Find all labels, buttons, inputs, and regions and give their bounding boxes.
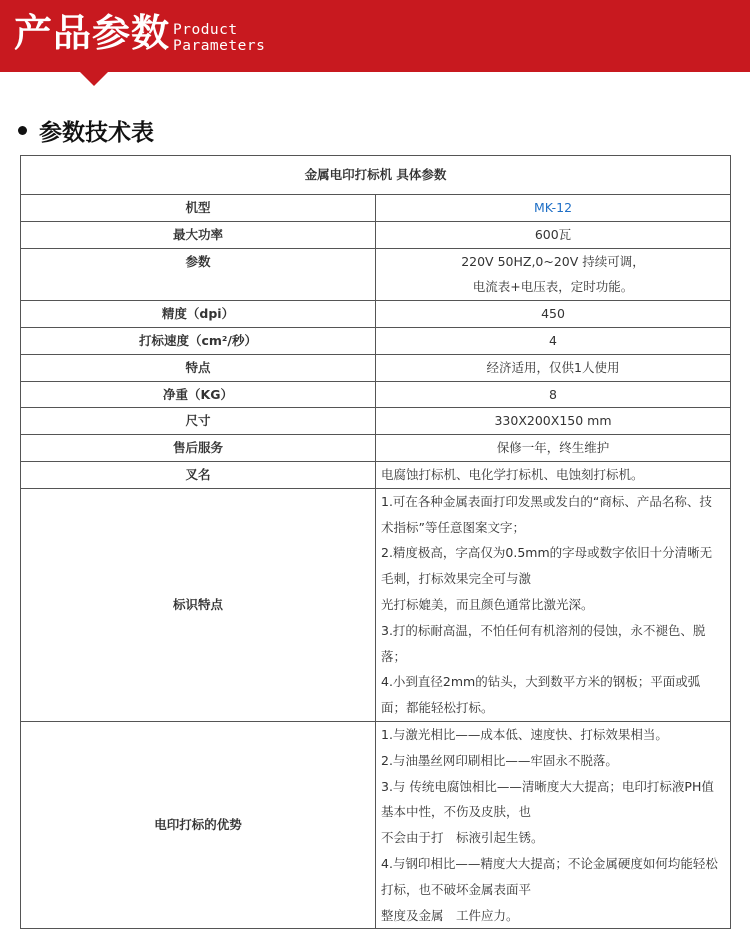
table-row: [21, 488, 731, 721]
row-value-service: 保修一年，终生维护: [376, 435, 731, 462]
row-value-size: 330X200X150 mm: [376, 408, 731, 435]
row-label-speed: 打标速度（cm²/秒）: [21, 327, 376, 354]
banner-en-line1: Product: [173, 22, 238, 38]
row-label-service: 售后服务: [21, 435, 376, 462]
row-value-alias: 电腐蚀打标机、电化学打标机、电蚀刻打标机。: [376, 461, 731, 488]
table-row: [21, 327, 731, 354]
feature-line: 4.小到直径2mm的钻头，大到数平方米的钢板；平面或弧面；都能轻松打标。: [381, 674, 701, 716]
table-row: [21, 461, 731, 488]
banner-english-subtitle: [173, 22, 265, 54]
table-row: [21, 381, 731, 408]
row-label-features: 特点: [21, 354, 376, 381]
table-row: [21, 435, 731, 462]
row-value-marking-features: [376, 488, 731, 721]
table-row: [21, 301, 731, 328]
advantage-line: 4.与钢印相比——精度大大提高；不论金属硬度如何均能轻松打标，也不破坏金属表面平: [381, 855, 718, 897]
row-label-model: 机型: [21, 195, 376, 222]
row-label-power: 最大功率: [21, 221, 376, 248]
row-label-advantages: 电印打标的优势: [21, 721, 376, 928]
table-row: [21, 408, 731, 435]
row-label-weight: 净重（KG）: [21, 381, 376, 408]
advantage-line: 1.与激光相比——成本低、速度快、打标效果相当。: [381, 726, 668, 742]
row-label-precision: 精度（dpi）: [21, 301, 376, 328]
row-label-alias: 叉名: [21, 461, 376, 488]
params-line: 电流表+电压表，定时功能。: [472, 279, 634, 295]
bullet-dot-icon: [18, 126, 27, 135]
params-line: 220V 50HZ,0~20V 持续可调，: [461, 253, 645, 269]
spec-table: [20, 155, 731, 929]
row-label-params: 参数: [21, 248, 376, 301]
row-value-precision: 450: [376, 301, 731, 328]
table-row: [21, 195, 731, 222]
row-value-model: MK-12: [376, 195, 731, 222]
feature-line: 3.打的标耐高温，不怕任何有机溶剂的侵蚀，永不褪色、脱落；: [381, 622, 706, 664]
row-value-advantages: [376, 721, 731, 928]
table-row: [21, 354, 731, 381]
table-caption: 金属电印打标机 具体参数: [21, 156, 731, 195]
advantage-line: 整度及金属 工件应力。: [381, 907, 519, 923]
row-value-speed: 4: [376, 327, 731, 354]
table-caption-row: [21, 156, 731, 195]
feature-line: 1.可在各种金属表面打印发黑或发白的“商标、产品名称、技术指标”等任意图案文字；: [381, 493, 712, 535]
advantage-line: 不会由于打 标液引起生锈。: [381, 830, 544, 846]
table-row: [21, 221, 731, 248]
row-value-features: 经济适用，仅供1人使用: [376, 354, 731, 381]
advantage-line: 3.与 传统电腐蚀相比——清晰度大大提高；电印打标液PH值基本中性，不伤及皮肤，也: [381, 778, 714, 820]
advantage-line: 2.与油墨丝网印刷相比——牢固永不脱落。: [381, 752, 618, 768]
section-heading: [18, 114, 154, 146]
banner-title: 产品参数: [14, 11, 171, 55]
row-value-weight: 8: [376, 381, 731, 408]
banner-pointer-arrow: [80, 72, 108, 86]
table-row: [21, 721, 731, 928]
row-label-marking-features: 标识特点: [21, 488, 376, 721]
row-value-params: [376, 248, 731, 301]
row-value-power: 600瓦: [376, 221, 731, 248]
section-title: 参数技术表: [39, 119, 154, 146]
feature-line: 2.精度极高，字高仅为0.5mm的字母或数字依旧十分清晰无毛刺，打标效果完全可与激: [381, 545, 713, 587]
table-row: [21, 248, 731, 301]
header-banner: [0, 0, 750, 72]
banner-en-line2: Parameters: [173, 38, 266, 54]
row-label-size: 尺寸: [21, 408, 376, 435]
feature-line: 光打标媲美，而且颜色通常比激光深。: [381, 596, 594, 612]
